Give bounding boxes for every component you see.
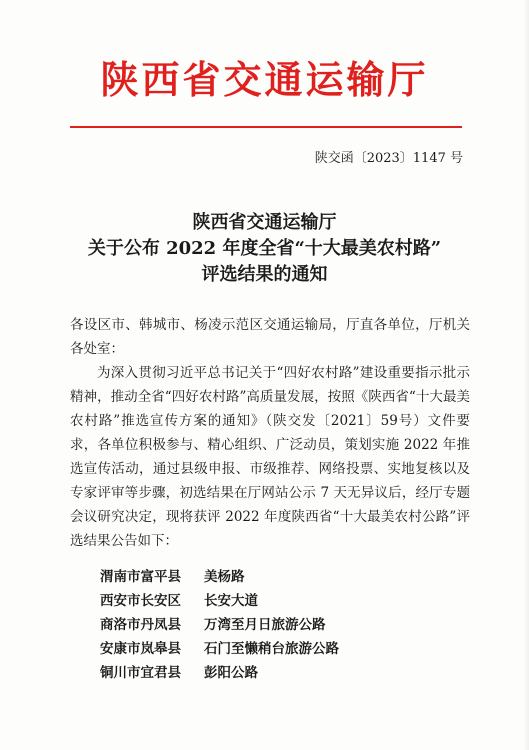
scan-edge-shadow: [523, 0, 529, 750]
document-title: [0, 210, 529, 288]
body-paragraph: 为深入贯彻习近平总书记关于“四好农村路”建设重要指示批示精神，推动全省“四好农村路”高质量发展，按照《陕西省“十大最美农村路”推选宣传方案的通知》（陕交发〔2021〕59号）文件要求，各单位积极参与、精心组织、广泛动员，策划实施 2022 年推选宣传活动，通过县级申报、市级推荐、网络投票、实地复核以及专家评审等步骤，初选结果在厅网站公示 7 天无异议后，经厅专题会议研究决定，现将获评 2022 年度陕西省“十大最美农村公路”评选结果公告如下：: [70, 365, 470, 549]
result-road: 万湾至月日旅游公路: [204, 617, 326, 633]
salutation: 各设区市、韩城市、杨凌示范区交通运输局，厅直各单位，厅机关各处室：: [70, 317, 470, 357]
title-line-2: 关于公布 2022 年度全省“十大最美农村路”: [87, 238, 442, 259]
list-item: [100, 589, 339, 613]
list-item: [100, 613, 339, 637]
title-line-3: 评选结果的通知: [201, 264, 328, 285]
result-county: 渭南市富平县: [100, 569, 181, 585]
document-body: [70, 313, 470, 553]
result-county: 西安市长安区: [100, 593, 181, 609]
result-county: 安康市岚皋县: [100, 641, 181, 657]
result-road: 彭阳公路: [204, 665, 258, 681]
red-divider-line: [70, 126, 462, 128]
result-list: [100, 565, 339, 685]
list-item: [100, 565, 339, 589]
document-number: 陕交函〔2023〕1147 号: [314, 151, 463, 166]
result-road: 美杨路: [204, 569, 245, 585]
list-item: [100, 661, 339, 685]
result-county: 铜川市宜君县: [100, 665, 181, 681]
issuer-header: 陕西省交通运输厅: [100, 58, 429, 102]
title-line-1: 陕西省交通运输厅: [192, 212, 337, 233]
result-road: 长安大道: [204, 593, 258, 609]
result-road: 石门至懒稍台旅游公路: [204, 641, 339, 657]
list-item: [100, 637, 339, 661]
result-county: 商洛市丹凤县: [100, 617, 181, 633]
